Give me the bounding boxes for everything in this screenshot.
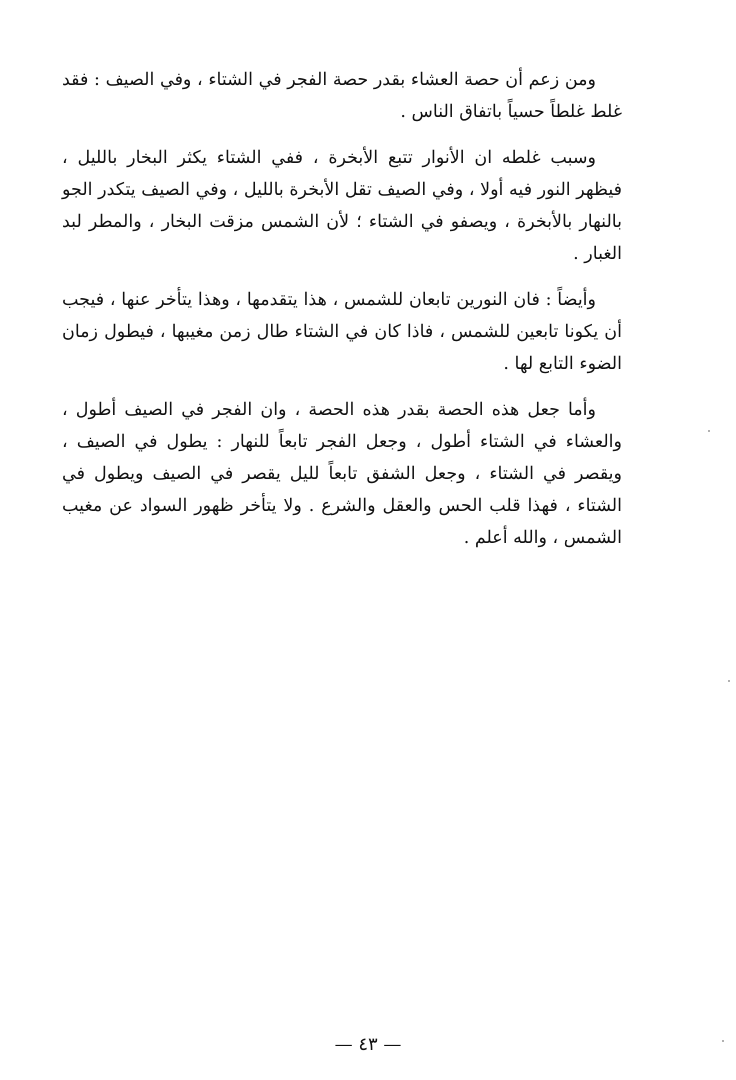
scan-speck [708,430,710,432]
paragraph-2: وسبب غلطه ان الأنوار تتبع الأبخرة ، ففي الشتاء يكثر البخار بالليل ، فيظهر النور فيه أولا ، وفي الصيف تقل الأبخرة بالليل ، وفي الصيف يتكدر الجو بالنهار بالأبخرة ، ويصفو في الشتاء ؛ لأن الشمس مزقت البخار ، والمطر لبد الغبار . [62,148,622,264]
body-text [62,64,622,568]
paragraph-1: ومن زعم أن حصة العشاء بقدر حصة الفجر في الشتاء ، وفي الصيف : فقد غلط غلطاً حسياً باتفاق الناس . [62,70,622,122]
paragraph-4: وأما جعل هذه الحصة بقدر هذه الحصة ، وان الفجر في الصيف أطول ، والعشاء في الشتاء أطول ، وجعل الفجر تابعاً للنهار : يطول في الصيف ، ويقصر في الشتاء ، وجعل الشفق تابعاً لليل يقصر في الصيف ويطول في الشتاء ، فهذا قلب الحس والعقل والشرع . ولا يتأخر ظهور السواد عن مغيب الشمس ، والله أعلم . [62,400,622,548]
scan-speck [722,1040,724,1042]
page-number: — ٤٣ — [334,1034,402,1055]
scan-speck [728,680,730,682]
paragraph-3: وأيضاً : فان النورين تابعان للشمس ، هذا يتقدمها ، وهذا يتأخر عنها ، فيجب أن يكونا تابعين للشمس ، فاذا كان في الشتاء طال زمن مغيبها ، فيطول زمان الضوء التابع لها . [62,290,622,374]
